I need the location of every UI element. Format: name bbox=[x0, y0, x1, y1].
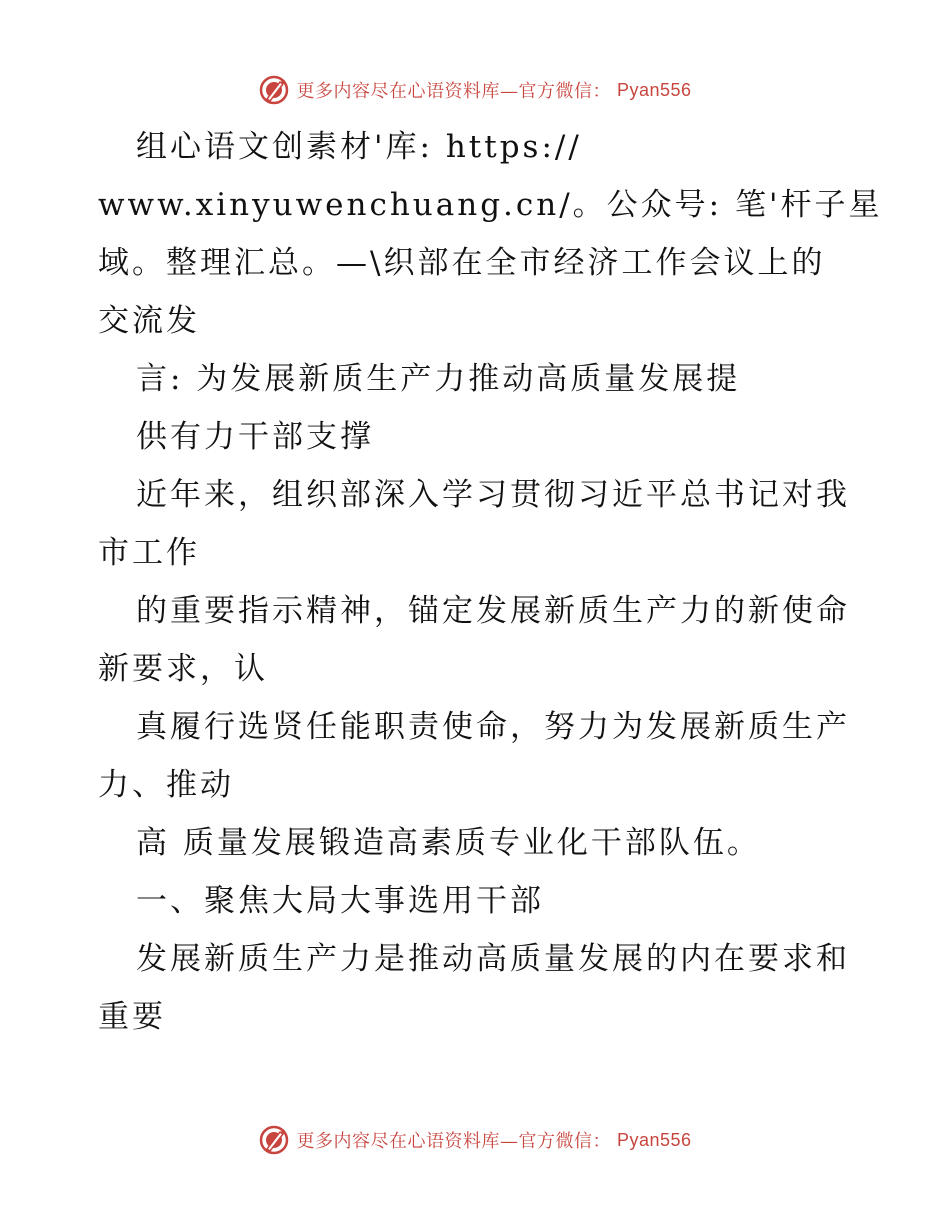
body-line: 力、推动 bbox=[98, 767, 234, 803]
body-line: 重要 bbox=[98, 999, 166, 1035]
document-body bbox=[98, 118, 883, 1046]
body-line: 组心语文创素材'库: https:// bbox=[136, 129, 582, 165]
body-line: 高 质量发展锻造高素质专业化干部队伍。 bbox=[136, 825, 761, 861]
body-line: 的重要指示精神，锚定发展新质生产力的新使命 bbox=[136, 593, 850, 629]
footer-banner-handle: Pyan556 bbox=[616, 1129, 692, 1150]
body-line: 交流发 bbox=[98, 303, 200, 339]
body-line: 近年来，组织部深入学习贯彻习近平总书记对我 bbox=[136, 477, 850, 513]
header-banner-text: 更多内容尽在心语资料库—官方微信： bbox=[296, 81, 611, 102]
footer-banner-text: 更多内容尽在心语资料库—官方微信： bbox=[296, 1131, 611, 1152]
body-line: www.xinyuwenchuang.cn/。公众号: 笔'杆子星 bbox=[98, 187, 883, 223]
body-line: 供有力干部支撑 bbox=[136, 419, 374, 455]
header-watermark-banner bbox=[0, 70, 950, 110]
body-line: 新要求，认 bbox=[98, 651, 268, 687]
body-line: 真履行选贤任能职责使命，努力为发展新质生产 bbox=[136, 709, 850, 745]
body-line: 言: 为发展新质生产力推动高质量发展提 bbox=[136, 361, 741, 397]
body-line: 发展新质生产力是推动高质量发展的内在要求和 bbox=[136, 941, 850, 977]
header-banner-handle: Pyan556 bbox=[616, 79, 692, 100]
footer-watermark-banner bbox=[0, 1120, 950, 1160]
section-heading: 一、聚焦大局大事选用干部 bbox=[136, 883, 544, 919]
pen-logo-icon bbox=[258, 74, 290, 106]
pen-logo-icon bbox=[258, 1124, 290, 1156]
body-line: 域。整理汇总。—\织部在全市经济工作会议上的 bbox=[98, 245, 826, 281]
body-line: 市工作 bbox=[98, 535, 200, 571]
